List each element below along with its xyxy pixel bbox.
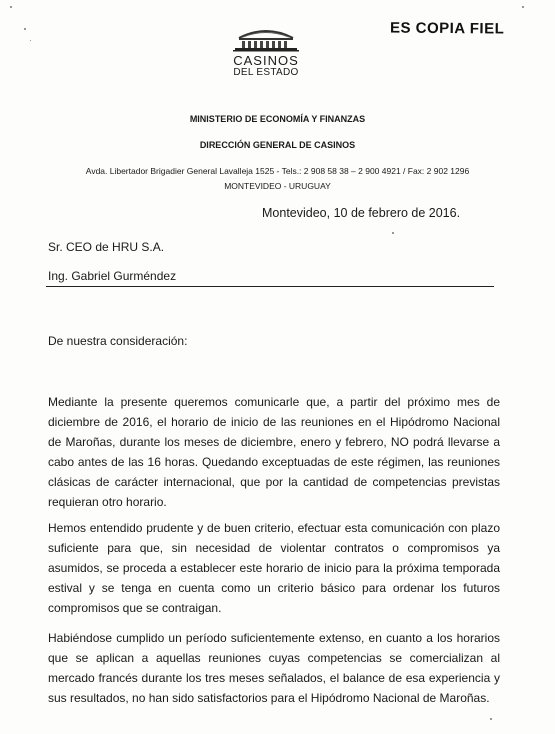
recipient-name: Ing. Gabriel Gurméndez (48, 269, 177, 283)
paragraph-text: Mediante la presente queremos comunicarle que, a partir del próximo mes de diciembre de 2016, el horario de inicio de las reuniones en el Hipódromo Nacional de Maroñas, durante los meses de diciembre, enero y febrero, NO podrá llevarse a cabo antes de las 16 horas. Quedando exceptuadas de este régimen, las reuniones clásicas de carácter internacional, que por la cantidad de competencias previstas requieran otro horario. (48, 395, 500, 509)
letterhead-address: Avda. Libertador Brigadier General Lavalleja 1525 - Tels.: 2 908 58 38 – 2 900 4921 / Fax: 2 902 1296 (85, 166, 470, 176)
logo-subtitle: DEL ESTADO (233, 67, 299, 78)
logo-name: CASINOS (233, 53, 299, 68)
recipient-underline (46, 286, 494, 287)
certified-copy-stamp: ES COPIA FIEL (389, 19, 505, 38)
paragraph-3 (48, 628, 500, 708)
letterhead-city: MONTEVIDEO - URUGUAY (224, 181, 331, 191)
building-emblem-icon (233, 26, 299, 52)
paragraph-text: Hemos entendido prudente y de buen criterio, efectuar esta comunicación con plazo suficiente para que, sin necesidad de violentar contratos o compromisos ya asumidos, se proceda a establecer este horario de inicio para la próxima temporada estival y se tenga en cuenta como un criterio básico para ordenar los futuros compromisos que se contraigan. (48, 521, 500, 615)
salutation: De nuestra consideración: (48, 334, 188, 348)
ministry-heading: MINISTERIO DE ECONOMÍA Y FINANZAS (189, 114, 366, 124)
casinos-logo (222, 26, 310, 82)
letter-date: Montevideo, 10 de febrero de 2016. (262, 206, 461, 220)
paragraph-2 (48, 518, 500, 618)
recipient-title: Sr. CEO de HRU S.A. (48, 240, 165, 254)
department-heading: DIRECCIÓN GENERAL DE CASINOS (199, 140, 356, 150)
paragraph-text: Habiéndose cumplido un período suficientemente extenso, en cuanto a los horarios que se aplican a aquellas reuniones cuyas competencias se comercializan al mercado francés durante los tres meses señalados, el balance de esa experiencia y sus resultados, no han sido satisfactorios para el Hipódromo Nacional de Maroñas. (48, 631, 500, 705)
paragraph-1 (48, 392, 500, 512)
